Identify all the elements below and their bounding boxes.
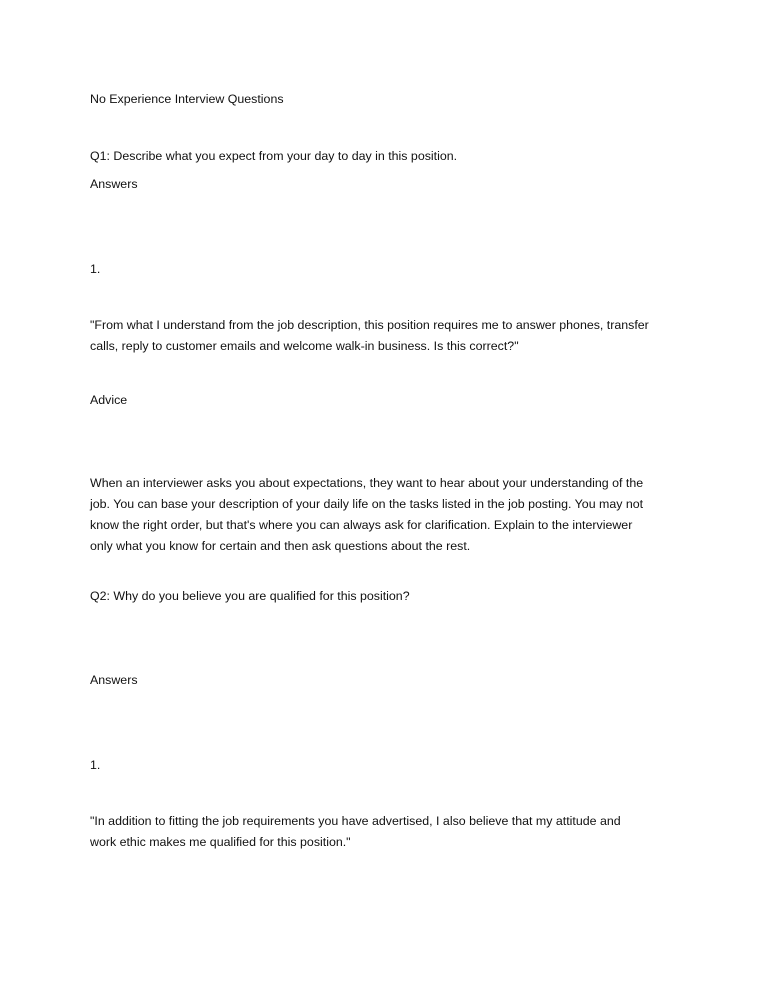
q1-answers-label: Answers xyxy=(90,177,138,191)
question-2: Q2: Why do you believe you are qualified for this position? xyxy=(90,589,410,603)
q1-advice-line: know the right order, but that's where you can always ask for clarification. Explain to the interviewer xyxy=(90,518,633,532)
q2-answers-label: Answers xyxy=(90,673,138,687)
q1-advice-line: When an interviewer asks you about expectations, they want to hear about your understanding of the xyxy=(90,476,644,490)
q1-item-number: 1. xyxy=(90,262,101,276)
q1-advice-line: job. You can base your description of your daily life on the tasks listed in the job posting. You may not xyxy=(90,497,644,511)
q1-answer-line: "From what I understand from the job description, this position requires me to answer phones, transfer xyxy=(90,318,649,332)
q1-answer-paragraph xyxy=(90,315,690,357)
document-title: No Experience Interview Questions xyxy=(90,92,284,106)
q1-advice-line: only what you know for certain and then ask questions about the rest. xyxy=(90,539,471,553)
q2-answer-line: "In addition to fitting the job requirements you have advertised, I also believe that my attitude and xyxy=(90,814,621,828)
q2-answer-line: work ethic makes me qualified for this position." xyxy=(90,835,351,849)
q1-advice-paragraph xyxy=(90,473,690,557)
q2-item-number: 1. xyxy=(90,758,101,772)
q2-answer-paragraph xyxy=(90,811,690,853)
q1-answer-line: calls, reply to customer emails and welcome walk-in business. Is this correct?" xyxy=(90,339,519,353)
question-1: Q1: Describe what you expect from your day to day in this position. xyxy=(90,149,458,163)
q1-advice-label: Advice xyxy=(90,393,128,407)
